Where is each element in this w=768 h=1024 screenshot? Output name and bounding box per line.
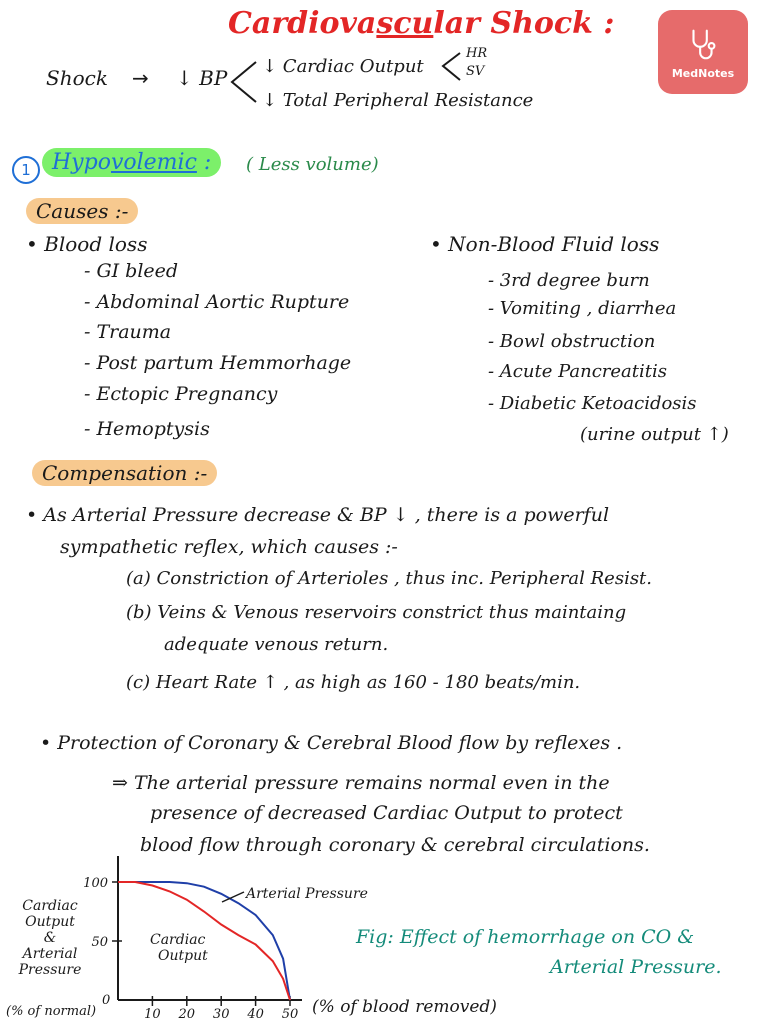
mednotes-logo [658,10,748,94]
overview-shock: Shock [46,66,108,90]
overview-hr: HR [466,46,488,61]
logo-label: MedNotes [671,66,735,80]
list-item: - GI bleed [84,260,179,282]
y-axis-label-line: & [43,930,57,946]
heading-part-underlined: volemic [110,150,197,175]
figure-caption: Arterial Pressure. [550,956,722,978]
x-tick-label: 30 [212,1007,230,1022]
title-part-underlined: scu [376,6,434,41]
title-part: lar Shock : [433,6,615,41]
y-axis-unit: (% of normal) [6,1004,97,1019]
title-part: Cardiova [228,6,377,41]
series-label-arterial-pressure: Arterial Pressure [246,886,368,902]
figure-caption: Fig: Effect of hemorrhage on CO & [356,926,695,948]
stethoscope-icon [684,25,722,63]
list-item: - 3rd degree burn [488,270,650,291]
causes-label: Causes :- [26,198,138,224]
overview-co: ↓ Cardiac Output [262,56,424,77]
y-axis-label-line: Arterial [22,946,78,962]
compensation-label: Compensation :- [32,460,217,486]
heading-part: Hypo [52,150,111,175]
list-item: - Ectopic Pregnancy [84,383,278,405]
page-title [228,6,615,41]
compensation-item-c: (c) Heart Rate ↑ , as high as 160 - 180 beats/min. [126,672,581,693]
x-axis-label: (% of blood removed) [312,997,497,1017]
series-label-cardiac-output: Cardiac [150,932,206,948]
x-tick-label: 40 [247,1007,264,1022]
heading-part: : [196,150,212,175]
x-tick-label: 50 [281,1007,299,1022]
x-tick-label: 10 [144,1007,161,1022]
y-tick-label: 100 [83,876,108,891]
list-item: - Acute Pancreatitis [488,361,667,382]
series-label-cardiac-output: Output [158,948,208,964]
protection-heading: • Protection of Coronary & Cerebral Blood flow by reflexes . [40,732,623,754]
origin-label: 0 [102,993,111,1008]
non-blood-heading: • Non-Blood Fluid loss [430,232,660,256]
branch-bracket [228,58,258,108]
list-item: - Trauma [84,321,172,343]
y-axis-label-line: Pressure [18,962,82,978]
section-subtitle: ( Less volume) [246,154,379,175]
y-axis-label-line: Cardiac [22,898,78,914]
x-tick-label: 20 [178,1007,196,1022]
compensation-item-b: adequate venous return. [164,634,389,655]
y-axis-label-line: Output [25,914,75,930]
protection-note: presence of decreased Cardiac Output to protect [150,802,623,824]
compensation-item-b: (b) Veins & Venous reservoirs constrict thus maintaing [126,602,627,623]
compensation-intro: • As Arterial Pressure decrease & BP ↓ , there is a powerful [26,504,610,526]
section-number: 1 [12,156,40,184]
section-heading [42,148,221,177]
list-item: - Post partum Hemmorhage [84,352,352,374]
overview-tpr: ↓ Total Peripheral Resistance [262,90,534,111]
compensation-item-a: (a) Constriction of Arterioles , thus inc. Peripheral Resist. [126,568,653,589]
protection-note: ⇒ The arterial pressure remains normal even in the [112,772,610,794]
branch-bracket-small [440,50,462,84]
overview-bp: ↓ BP [176,66,228,90]
overview-sv: SV [466,64,485,79]
blood-loss-heading: • Blood loss [26,232,148,256]
y-tick-label: 50 [91,935,108,950]
protection-note: blood flow through coronary & cerebral circulations. [140,834,650,856]
list-item: - Vomiting , diarrhea [488,298,677,319]
list-item: - Bowl obstruction [488,331,656,352]
urine-output-note: (urine output ↑) [580,424,729,445]
chart-axes [118,856,302,1000]
compensation-intro: sympathetic reflex, which causes :- [60,536,398,558]
list-item: - Diabetic Ketoacidosis [488,393,697,414]
list-item: - Abdominal Aortic Rupture [84,291,350,313]
list-item: - Hemoptysis [84,418,210,440]
overview-arrow: → [132,66,149,90]
